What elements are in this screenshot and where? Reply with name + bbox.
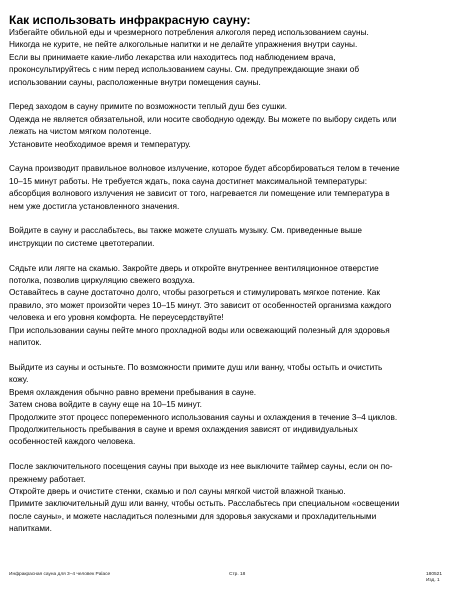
document-body bbox=[9, 27, 449, 536]
footer-revision: Изд. 1 bbox=[425, 578, 440, 583]
text-line: лежать на чистом мягком полотенце. bbox=[9, 127, 152, 137]
page-footer bbox=[9, 572, 450, 586]
text-line: особенностей каждого человека. bbox=[9, 437, 136, 447]
text-line: использовании сауны, расположенные внутри помещения сауны. bbox=[9, 77, 261, 87]
text-line: правило, это может произойти через 10–15 минут. Это зависит от особенностей организма каждого bbox=[9, 300, 392, 310]
text-line: Войдите в сауну и расслабьтесь, вы также можете слушать музыку. См. приведенные выше bbox=[9, 226, 362, 236]
text-line: Выйдите из сауны и остыньте. По возможности примите душ или ванну, чтобы остыть и очистить bbox=[9, 362, 383, 372]
paragraph bbox=[9, 225, 449, 250]
text-line: кожу. bbox=[9, 375, 29, 385]
footer-page-number: Стр. 18 bbox=[229, 572, 246, 577]
text-line: Если вы принимаете какие-либо лекарства или находитесь под наблюдением врача, bbox=[9, 52, 336, 62]
text-line: 10–15 минут работы. Не требуется ждать, пока сауна достигнет максимальной температуры: bbox=[9, 176, 368, 186]
paragraph bbox=[9, 263, 449, 350]
text-line: проконсультируйтесь с ним перед использованием сауны. См. предупреждающие знаки об bbox=[9, 65, 360, 75]
text-line: напиток. bbox=[9, 338, 42, 348]
text-line: напитками. bbox=[9, 524, 52, 534]
paragraph bbox=[9, 461, 449, 535]
text-line: после сауны», и можете насладиться полезными для здоровья закусками и прохладительными bbox=[9, 511, 377, 521]
paragraph bbox=[9, 163, 449, 213]
text-line: При использовании сауны пейте много прохладной воды или освежающий полезный для здоровья bbox=[9, 325, 390, 335]
text-line: Сауна производит правильное волновое излучение, которое будет абсорбироваться телом в течение bbox=[9, 164, 400, 174]
text-line: Перед заходом в сауну примите по возможности теплый душ без сушки. bbox=[9, 102, 287, 112]
paragraph bbox=[9, 27, 449, 89]
text-line: Откройте дверь и очистите стенки, скамью и пол сауны мягкой чистой влажной тканью. bbox=[9, 486, 346, 496]
text-line: Продолжительность пребывания в сауне и время охлаждения зависят от индивидуальных bbox=[9, 424, 358, 434]
text-line: инструкции по системе цветотерапии. bbox=[9, 238, 155, 248]
text-line: потолка, позволив циркуляцию свежего воздуха. bbox=[9, 276, 195, 286]
text-line: нем уже достигла установленного значения. bbox=[9, 201, 180, 211]
paragraph bbox=[9, 101, 449, 151]
text-line: человека и его уровня комфорта. Не переусердствуйте! bbox=[9, 313, 224, 323]
text-line: Примите заключительный душ или ванну, чтобы остыть. Расслабьтесь при специальном «освещении bbox=[9, 499, 400, 509]
footer-doc-info bbox=[426, 572, 442, 584]
footer-doc-code: 180521 bbox=[425, 572, 442, 577]
page-title: Как использовать инфракрасную сауну: bbox=[9, 13, 251, 27]
text-line: Установите необходимое время и температуру. bbox=[9, 139, 191, 149]
text-line: Одежда не является обязательной, или носите свободную одежду. Вы можете по выбору сидеть или bbox=[9, 114, 397, 124]
text-line: Затем снова войдите в сауну еще на 10–15 минут. bbox=[9, 400, 202, 410]
text-line: абсорбция волнового излучения не зависит от того, нагревается ли помещение или температура в bbox=[9, 189, 390, 199]
text-line: После заключительного посещения сауны при выходе из нее выключите таймер сауны, если он по- bbox=[9, 462, 393, 472]
footer-product-name: Инфракрасная сауна для 3–4 человек Palace bbox=[9, 572, 111, 577]
text-line: Никогда не курите, не пейте алкогольные напитки и не делайте упражнения внутри сауны. bbox=[9, 40, 358, 50]
text-line: Оставайтесь в сауне достаточно долго, чтобы разогреться и стимулировать мягкое потение. Как bbox=[9, 288, 380, 298]
text-line: Сядьте или лягте на скамью. Закройте дверь и откройте внутреннее вентиляционное отверстие bbox=[9, 263, 379, 273]
text-line: прежнему работает. bbox=[9, 474, 86, 484]
paragraph bbox=[9, 362, 449, 449]
text-line: Время охлаждения обычно равно времени пребывания в сауне. bbox=[9, 387, 257, 397]
text-line: Продолжите этот процесс попеременного использования сауны и охлаждения в течение 3–4 циклов. bbox=[9, 412, 398, 422]
text-line: Избегайте обильной еды и чрезмерного потребления алкоголя перед использованием сауны. bbox=[9, 28, 369, 37]
